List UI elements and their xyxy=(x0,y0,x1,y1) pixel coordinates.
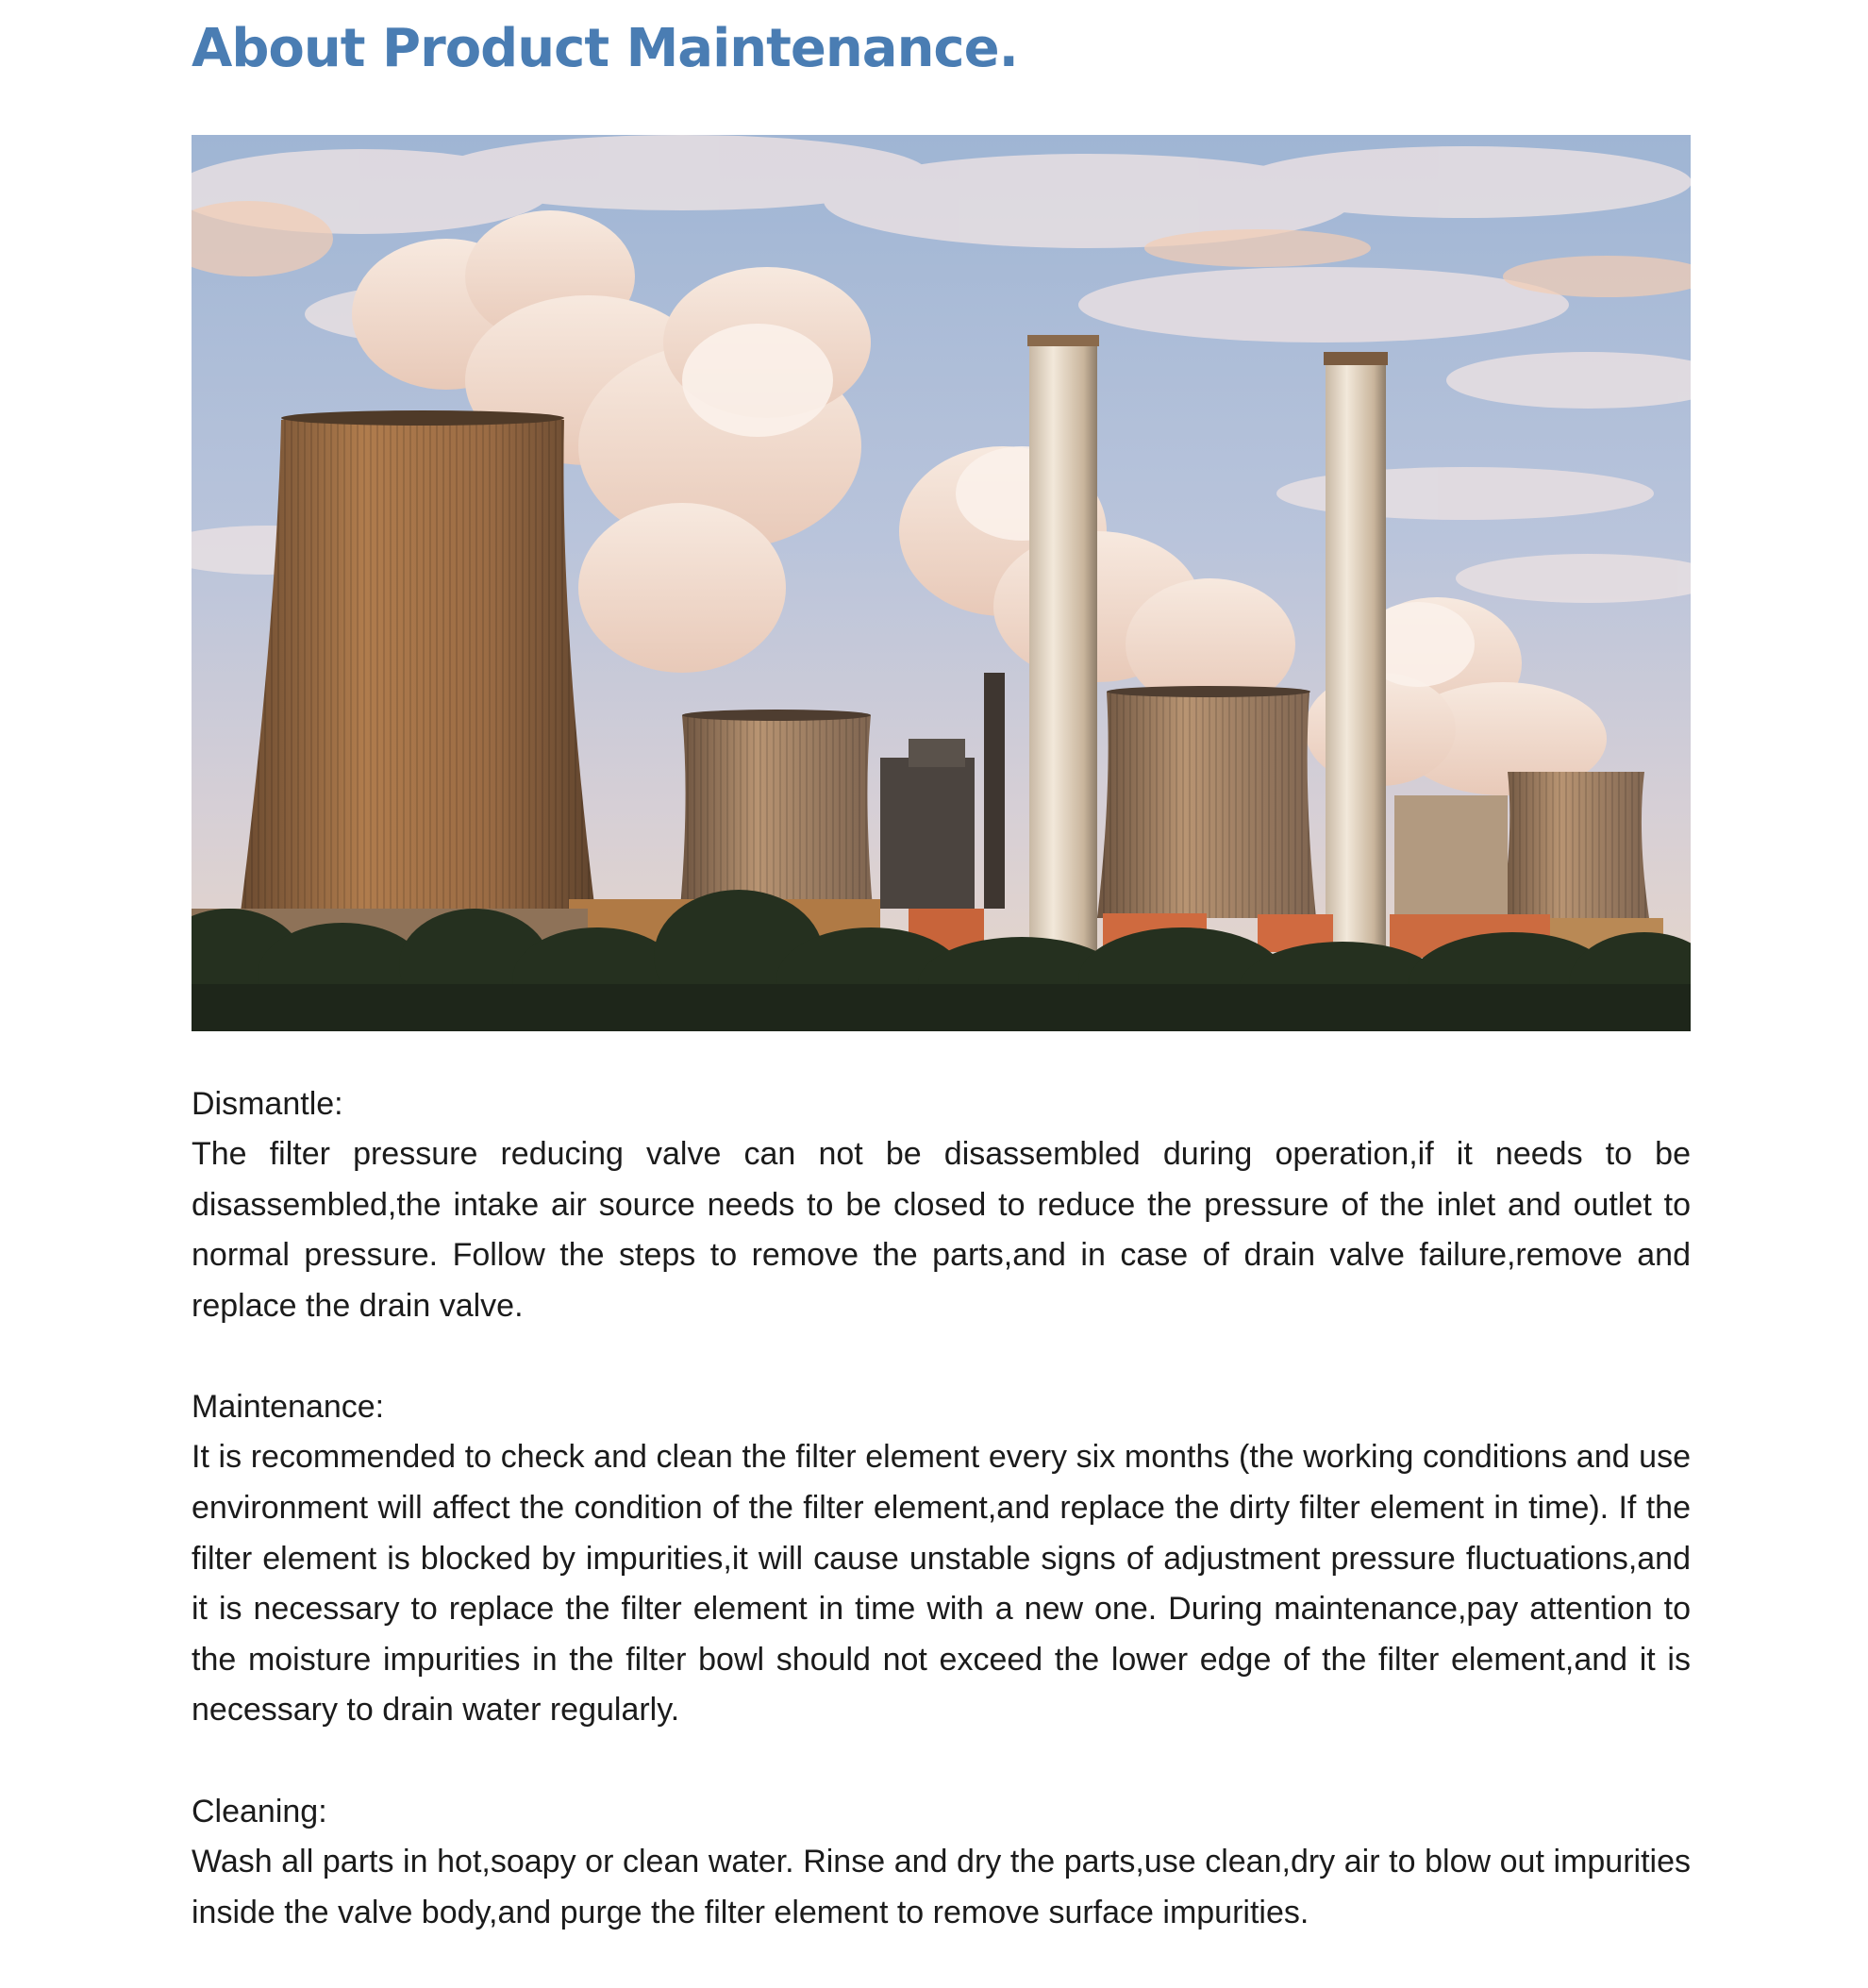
section-body: Wash all parts in hot,soapy or clean water. Rinse and dry the parts,use clean,dry air to blow out impurities inside the valve body,and purge the filter element to remove surface impurities. xyxy=(192,1843,1691,1930)
section-heading: Cleaning: xyxy=(192,1793,327,1829)
section-heading: Maintenance: xyxy=(192,1389,385,1426)
maintenance-content xyxy=(192,1078,1691,1988)
section-body: The filter pressure reducing valve can not be disassembled during operation,if it needs to be disassembled,the intake air source needs to be closed to reduce the pressure of the inlet and outlet to normal pressure. Follow the steps to remove the parts,and in case of drain valve failure,remove and replace the drain valve. xyxy=(192,1136,1691,1324)
section-cleaning xyxy=(192,1786,1691,1938)
page-title: About Product Maintenance. xyxy=(192,18,1018,79)
section-dismantle xyxy=(192,1078,1691,1331)
power-plant-image xyxy=(192,135,1691,1031)
section-heading: Dismantle: xyxy=(192,1086,343,1122)
section-body: It is recommended to check and clean the filter element every six months (the working conditions and use environment will affect the condition of the filter element,and replace the dirty filter element in time). If the filter element is blocked by impurities,it will cause unstable signs of adjustment pressure fluctuations,and it is necessary to replace the filter element in time with a new one. During maintenance,pay attention to the moisture impurities in the filter bowl should not exceed the lower edge of the filter element,and it is necessary to drain water regularly. xyxy=(192,1439,1691,1729)
section-maintenance xyxy=(192,1381,1691,1736)
